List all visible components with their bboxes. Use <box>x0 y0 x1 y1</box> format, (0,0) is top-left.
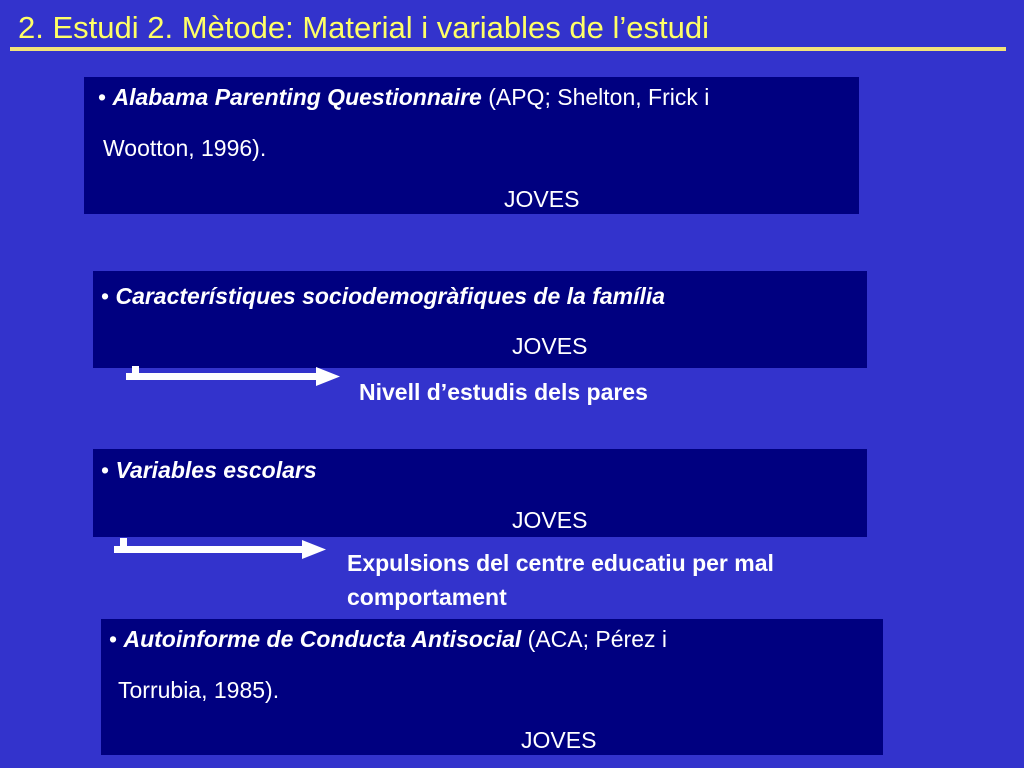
arrow-right-icon <box>124 366 344 390</box>
apq-box <box>84 77 859 214</box>
sociodemographic-line <box>101 282 665 310</box>
aca-citation: (ACA; Pérez i <box>527 626 667 652</box>
sociodemographic-box <box>93 271 867 368</box>
aca-line <box>109 625 667 653</box>
bullet: • <box>101 283 110 309</box>
school-variables-line <box>101 456 317 484</box>
expulsions-note-line1: Expulsions del centre educatiu per mal <box>347 550 774 576</box>
aca-title: Autoinforme de Conducta Antisocial <box>123 626 522 652</box>
sociodemographic-title: Característiques sociodemogràfiques de la família <box>115 283 666 309</box>
school-variables-title: Variables escolars <box>115 457 317 483</box>
aca-box <box>101 619 883 755</box>
title-underline <box>10 47 1006 51</box>
expulsions-note <box>347 546 774 614</box>
aca-citation-cont: Torrubia, 1985). <box>118 677 280 703</box>
school-variables-group-label: JOVES <box>512 507 588 533</box>
parents-education-note: Nivell d’estudis dels pares <box>359 379 648 405</box>
expulsions-note-line2: comportament <box>347 584 507 610</box>
apq-group-label: JOVES <box>504 186 580 212</box>
apq-title: Alabama Parenting Questionnaire <box>112 84 482 110</box>
slide-title: 2. Estudi 2. Mètode: Material i variables de l’estudi <box>18 10 709 45</box>
bullet: • <box>98 84 107 110</box>
aca-group-label: JOVES <box>521 727 597 753</box>
apq-citation: (APQ; Shelton, Frick i <box>488 84 710 110</box>
bullet: • <box>109 626 118 652</box>
arrow-right-icon <box>112 538 332 562</box>
apq-line <box>98 83 709 111</box>
sociodemographic-group-label: JOVES <box>512 333 588 359</box>
school-variables-box <box>93 449 867 537</box>
bullet: • <box>101 457 110 483</box>
apq-citation-cont: Wootton, 1996). <box>103 135 267 161</box>
